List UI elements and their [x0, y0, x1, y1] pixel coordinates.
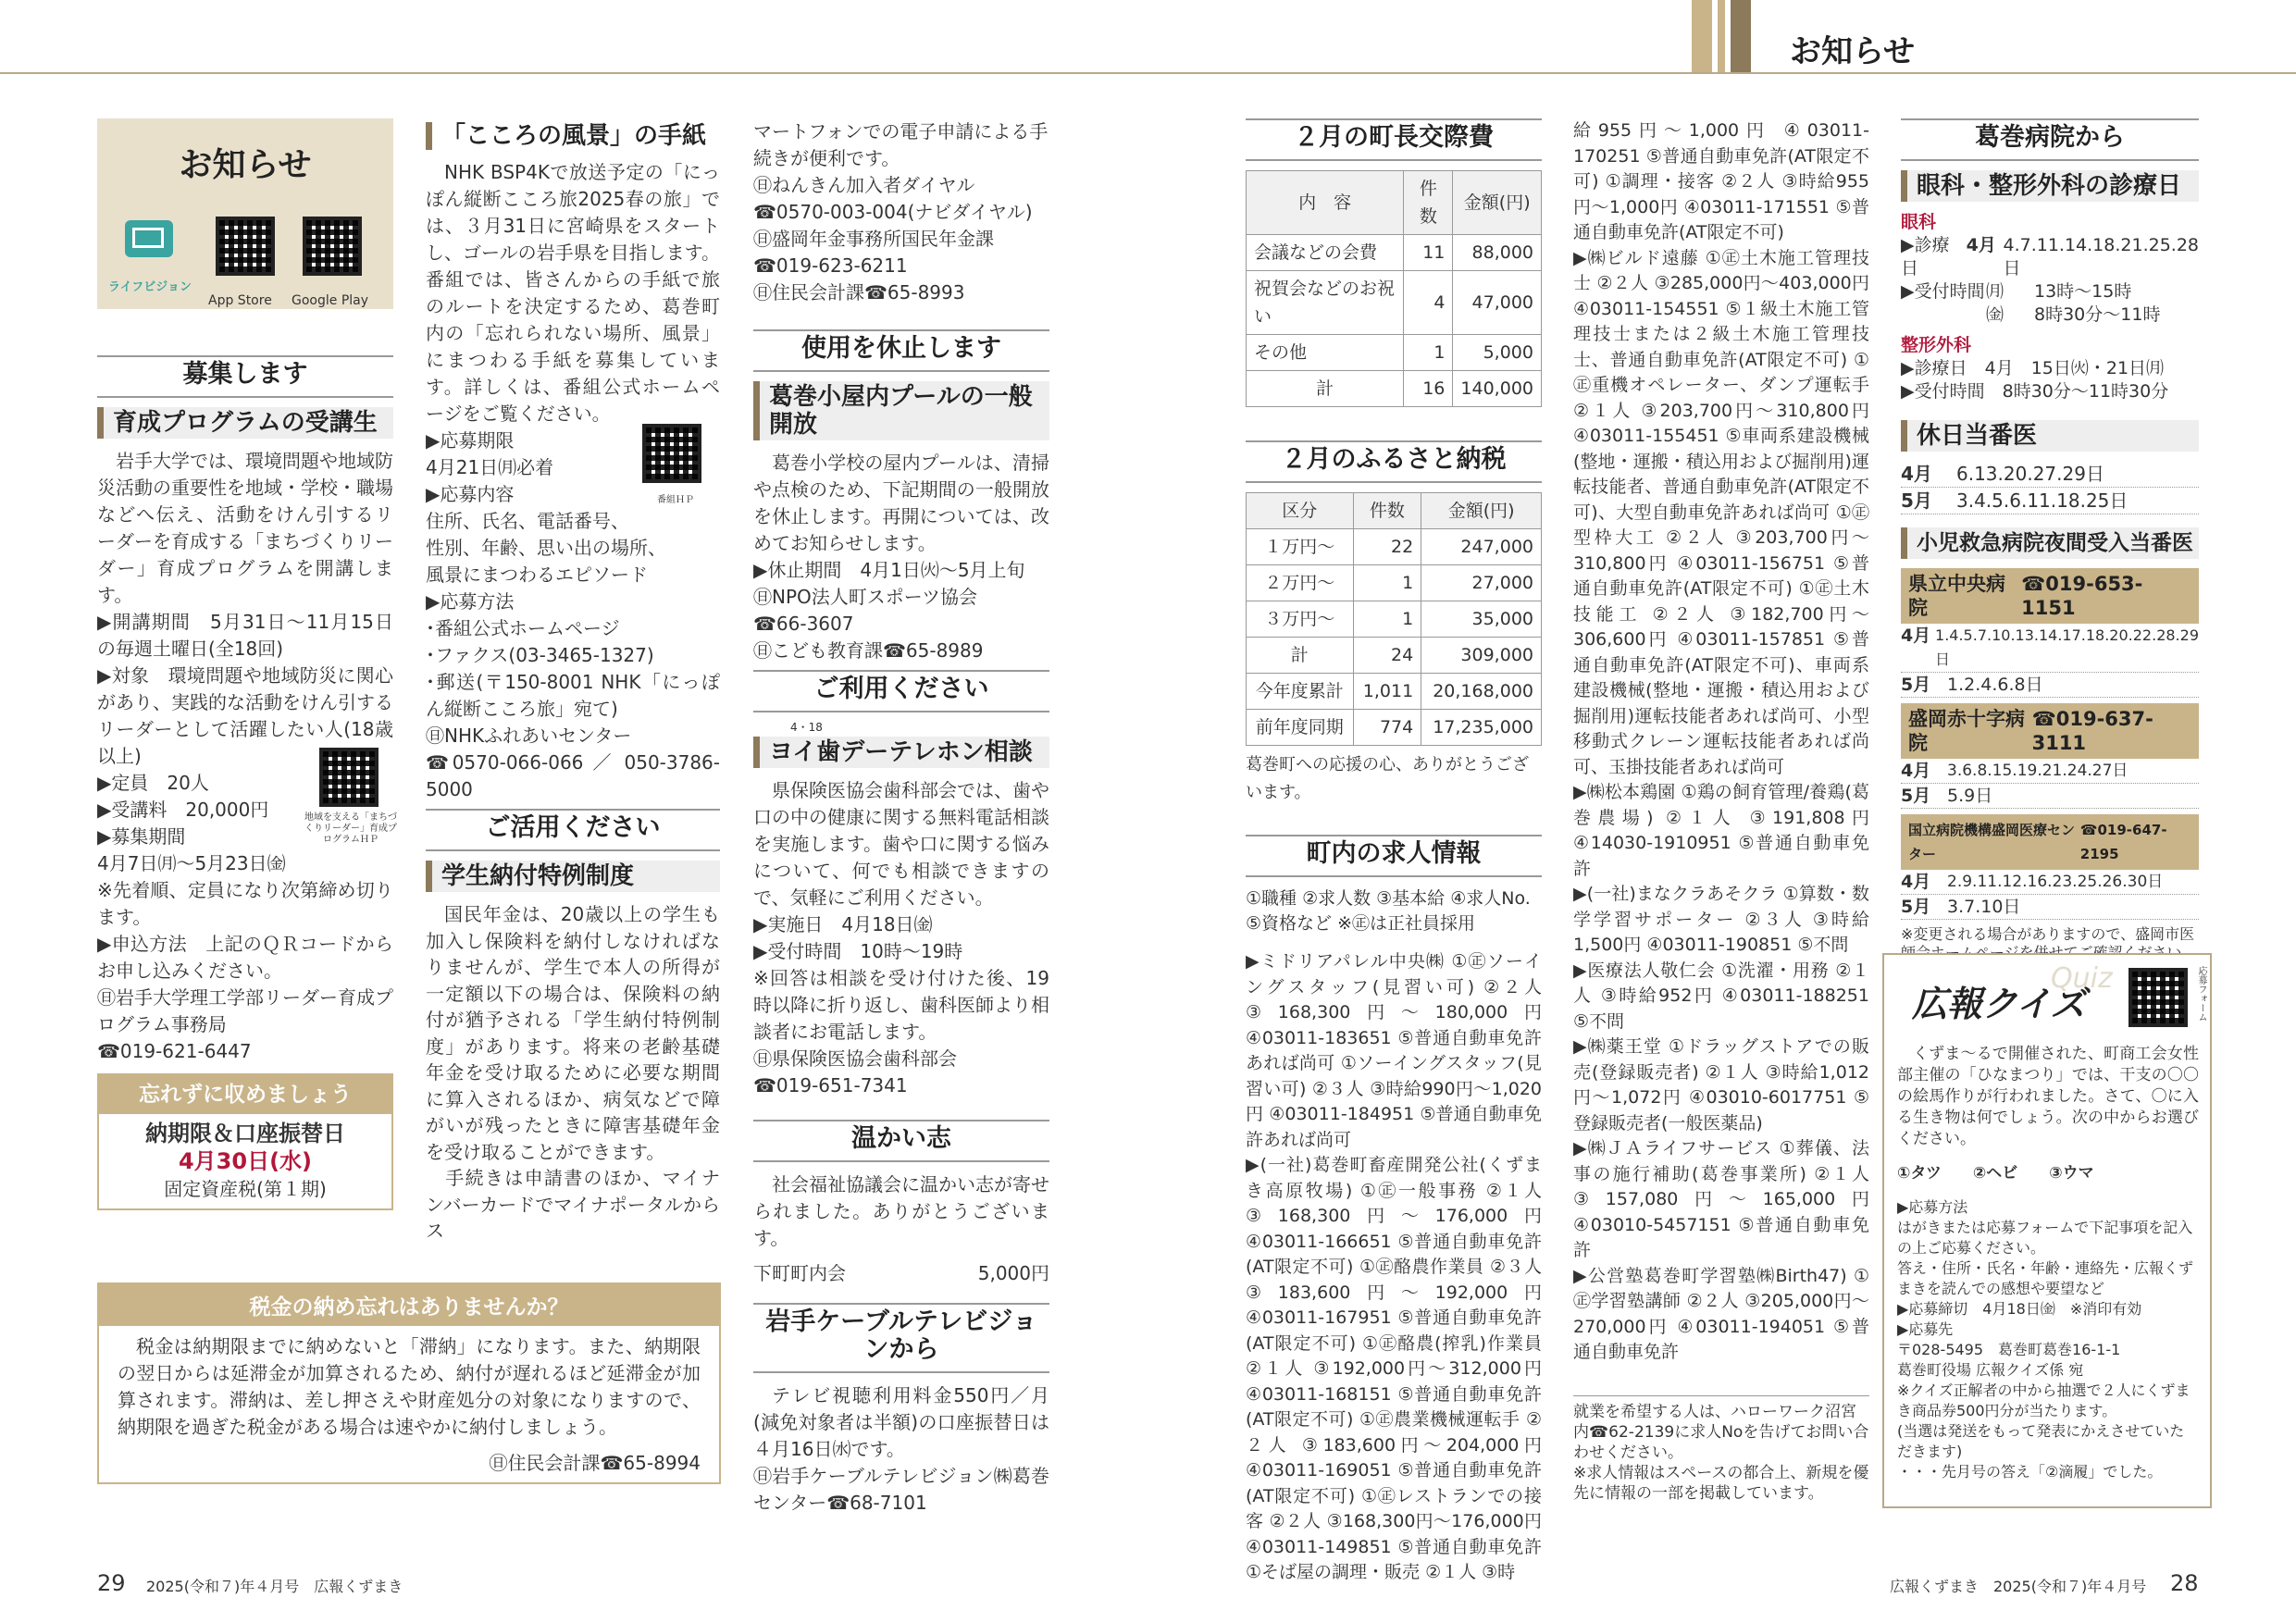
- subsection-heading: 眼科・整形外科の診療日: [1901, 170, 2199, 202]
- qr-code-icon[interactable]: [216, 217, 275, 276]
- col-header: 金額(円): [1421, 493, 1542, 529]
- quiz-form-label: 応募フォーム: [2196, 966, 2206, 1022]
- holiday-list: [1901, 461, 2199, 514]
- col-header: 件数: [1353, 493, 1421, 529]
- table-cell: 4: [1404, 271, 1453, 335]
- subsection-heading: 小児救急病院夜間受入当番医: [1901, 527, 2199, 559]
- time-label: ▶受付時間: [1901, 281, 1985, 302]
- hospital-name: 国立病院機構盛岡医療センター: [1908, 822, 2076, 862]
- hospital-name: 盛岡赤十字病院: [1908, 708, 2025, 754]
- month-label: 5月: [1901, 489, 1932, 512]
- page-number-left: 29: [97, 1570, 126, 1596]
- section-heading: 町内の求人情報: [1246, 835, 1542, 877]
- holiday-days: 3.4.5.6.11.18.25日: [1956, 489, 2128, 512]
- qr-caption: 地域を支える「まちづくりリーダー」育成プログラムＨＰ: [304, 812, 397, 845]
- reminder-box: [97, 1073, 393, 1210]
- table-row: [1247, 674, 1542, 710]
- month-label: 4月: [1966, 235, 1996, 255]
- subsection-heading: 休日当番医: [1901, 420, 2199, 452]
- table-cell: 774: [1353, 710, 1421, 746]
- table-cell: 前年度同期: [1247, 710, 1354, 746]
- tax-heading: 税金の納め忘れはありませんか？: [99, 1284, 719, 1326]
- pediatric-days: 2.9.11.12.16.23.25.26.30日: [1947, 873, 2164, 891]
- col-header: 区分: [1247, 493, 1354, 529]
- ruby-text: 4・18: [790, 721, 823, 734]
- table-cell: 1: [1353, 601, 1421, 638]
- table-cell: 今年度累計: [1247, 674, 1354, 710]
- page-number-right: 28: [2170, 1570, 2199, 1596]
- footer-left-text: 2025(令和７)年４月号 広報くずまき: [146, 1578, 403, 1595]
- quiz-instructions: ▶応募方法 はがきまたは応募フォームで下記事項を記入の上ご応募ください。 答え・住所・氏名・年齢・連絡先・広報くずまきを読んでの感想や要望など ▶応募締切 4月18日㈮ ※消印有効 ▶応募先 〒028-5495 葛巻町葛巻16-1-1 葛巻町役場 広報クイズ係 宛 ※クイズ正解者の中から抽選で２人にくずまき商品券500円分が当たります。 (当選は発送をもって発表にかえさせていただきます) ・・・先月号の答え「②滴履」でした。: [1897, 1198, 2194, 1481]
- table-cell: 27,000: [1421, 565, 1542, 601]
- table-cell: 計: [1247, 371, 1404, 407]
- column-5: [1573, 118, 1869, 1503]
- qr-code-icon[interactable]: [2128, 968, 2188, 1027]
- ganka-days: 4.7.11.14.18.21.25.28日: [2003, 235, 2199, 279]
- furusato-note: 葛巻町への応援の心、ありがとうございます。: [1246, 755, 1529, 802]
- month-label: 4月: [1901, 761, 1931, 781]
- reminder-heading: 忘れずに収めましょう: [99, 1075, 391, 1114]
- section-heading: ２月の町長交際費: [1246, 118, 1542, 161]
- ganka-label: 眼科: [1901, 212, 1937, 232]
- kyujin-legend: ①職種 ②求人数 ③基本給 ④求人No. ⑤資格など ※㊣は正社員採用: [1246, 888, 1531, 934]
- table-cell: その他: [1247, 335, 1404, 371]
- table-cell: 11: [1404, 235, 1453, 271]
- googleplay-label: Google Play: [292, 293, 369, 308]
- qr-caption: 番組ＨＰ: [657, 495, 694, 505]
- table-cell: １万円～: [1247, 529, 1354, 565]
- hospital-tel: ☎019-637-3111: [2031, 708, 2153, 754]
- tax-text: 税金は納期限までに納めないと「滞納」になります。また、納期限の翌日からは延滞金が加算されるため、納付が遅れるほど延滞金が加算されます。滞納は、差し押さえや財産処分の対象になりますので、納期限を過ぎた税金がある場合は速やかに納付しましょう。: [118, 1335, 701, 1438]
- month-label: 4月: [1901, 463, 1932, 485]
- section-heading: 岩手ケーブルテレビジョンから: [753, 1303, 1049, 1373]
- seikei-time: ▶受付時間 8時30分～11時30分: [1901, 381, 2169, 402]
- table-cell: 88,000: [1453, 235, 1542, 271]
- table-row: [1247, 235, 1542, 271]
- hospital-schedule: [1901, 211, 2199, 403]
- kyujin-text-1: ▶ミドリアパレル中央㈱ ①㊣ソーイングスタッフ(見習い可) ②２人 ③168,300円～180,000円 ④03011-183651 ⑤普通自動車免許あれば尚可 ①ソーイングスタッフ(見習い可) ②３人 ③時給990円～1,020円 ④03011-184951 ⑤普通自動車免許あれば尚可 ▶(一社)葛巻町畜産開発公社(くずまき高原牧場) ①㊣一般事務 ②１人 ③168,300円～176,000円 ④03011-166651 ⑤普通自動車免許(AT限定不可) ①㊣酪農作業員 ②３人 ③183,600円～192,000円 ④03011-167951 ⑤普通自動車免許(AT限定不可) ①㊣酪農(搾乳)作業員 ②１人 ③192,000円～312,000円 ④03011-168151 ⑤普通自動車免許(AT限定不可) ①㊣農業機械運転手 ②２人 ③183,600円～204,000円 ④03011-169051 ⑤普通自動車免許(AT限定不可) ①㊣レストランでの接客 ②２人 ③168,300円～176,000円 ④03011-149851 ⑤普通自動車免許 ①そば屋の調理・販売 ②１人 ③時: [1246, 951, 1542, 1582]
- expense-table: [1246, 170, 1542, 407]
- table-row: [1247, 335, 1542, 371]
- table-cell: 22: [1353, 529, 1421, 565]
- section-heading: 使用を休止します: [753, 329, 1049, 372]
- quiz-body: [1897, 1044, 2199, 1482]
- pediatric-days: 3.7.10日: [1947, 897, 2021, 917]
- quiz-box: [1882, 953, 2212, 1508]
- qr-code-icon[interactable]: [642, 424, 701, 483]
- header-tab-stripe: [1718, 0, 1725, 72]
- quiz-question: くずま～るで開催された、町商工会女性部主催の「ひなまつり」では、干支の〇〇の絵馬作りが行われました。さて、〇に入る生き物は何でしょう。次の中からお選びください。: [1897, 1045, 2199, 1148]
- boshu-text: 岩手大学では、環境問題や地域防災活動の重要性を地域・学校・職場などへ伝え、活動をけん引するリーダーを育成する「まちづくりリーダー」育成プログラムを開講します。 ▶開講期間 5月31日～11月15日の毎週土曜日(全18回) ▶対象 環境問題や地域防災に関心があり、実践的な活動をけん引するリーダーとして活躍したい人(18歳以上) ▶定員 20人 ▶受講料 20,000円 ▶募集期間 4月7日㈪～5月23日㈮ ※先着順、定員になり次第締め切ります。 ▶申込方法 上記のＱＲコードからお申し込みください。 ㊐岩手大学理工学部リーダー育成プログラム事務局 ☎019-621-6447: [97, 450, 393, 1062]
- time-value: 8時30分～11時: [2034, 304, 2161, 325]
- reminder-line: 納期限＆口座振替日: [145, 1121, 345, 1146]
- table-row: [1247, 565, 1542, 601]
- subsection-heading: 葛巻小屋内プールの一般開放: [753, 381, 1049, 440]
- month-label: 5月: [1901, 675, 1931, 695]
- quiz-choices: ①タツ ②ヘビ ③ウマ: [1897, 1164, 2094, 1183]
- furusato-table: [1246, 492, 1542, 746]
- kyujin-note: 就業を希望する人は、ハローワーク沼宮内☎62-2139に求人Noを告げてお問い合わせください。 ※求人情報はスペースの都合上、新規を優先に情報の一部を掲載しています。: [1573, 1395, 1869, 1504]
- table-cell: 20,168,000: [1421, 674, 1542, 710]
- month-label: 5月: [1901, 786, 1931, 806]
- hospital-name: 県立中央病院: [1908, 573, 2005, 619]
- atatakai-text: 社会福祉協議会に温かい志が寄せられました。ありがとうございます。: [753, 1173, 1049, 1249]
- column-4: [1246, 118, 1542, 1586]
- pension-contact: マートフォンでの電子申請による手続きが便利です。 ㊐ねんきん加入者ダイヤル ☎0570-003-004(ナビダイヤル) ㊐盛岡年金事務所国民年金課 ☎019-623-6211 ㊐住民会計課☎65-8993: [753, 120, 1049, 304]
- section-heading: ご活用ください: [426, 809, 720, 851]
- donation-row: [753, 1259, 1049, 1287]
- table-cell: 140,000: [1453, 371, 1542, 407]
- table-cell: 祝賀会などのお祝い: [1247, 271, 1404, 335]
- section-heading: ご利用ください: [753, 670, 1049, 712]
- table-cell: 47,000: [1453, 271, 1542, 335]
- table-row: [1247, 271, 1542, 335]
- table-cell: 会議などの会費: [1247, 235, 1404, 271]
- donor-name: 下町町内会: [753, 1262, 846, 1284]
- table-row: [1247, 710, 1542, 746]
- table-cell: 309,000: [1421, 638, 1542, 674]
- table-cell: 17,235,000: [1421, 710, 1542, 746]
- pediatric-days: 1.2.4.6.8日: [1947, 675, 2043, 695]
- appstore-label: App Store: [208, 293, 272, 308]
- riyou-text: 県保険医協会歯科部会では、歯や口の中の健康に関する無料電話相談を実施します。歯や口に関する悩みについて、何でも相談できますので、気軽にご利用ください。 ▶実施日 4月18日㈮ ▶受付時間 10時～19時 ※回答は相談を受け付けた後、19時以降に折り返し、歯科医師より相談者にお電話します。 ㊐県保険医協会歯科部会 ☎019-651-7341: [753, 779, 1049, 1096]
- tax-box: [97, 1282, 721, 1484]
- hospital-tel: ☎019-647-2195: [2079, 822, 2167, 862]
- table-cell: 1: [1404, 335, 1453, 371]
- column-2: [426, 118, 720, 1242]
- quiz-watermark: Quiz: [2051, 962, 2113, 995]
- info-box-title: お知らせ: [179, 146, 312, 184]
- page-title: お知らせ: [1790, 33, 1915, 70]
- info-box: [97, 118, 393, 309]
- reminder-date: 4月30日(水): [178, 1148, 313, 1174]
- table-cell: 35,000: [1421, 601, 1542, 638]
- month-label: 5月: [1901, 897, 1931, 917]
- kyushi-text: 葛巻小学校の屋内プールは、清掃や点検のため、下記期間の一般開放を休止します。再開については、改めてお知らせします。 ▶休止期間 4月1日㈫～5月上旬 ㊐NPO法人町スポーツ協会 ☎66-3607 ㊐こども教育課☎65-8989: [753, 452, 1049, 662]
- seikei-label: 整形外科: [1901, 335, 1972, 355]
- time-value: 13時～15時: [2034, 281, 2132, 302]
- section-heading: 温かい志: [753, 1120, 1049, 1162]
- table-cell: 1,011: [1353, 674, 1421, 710]
- subsection-heading: ヨイ歯デーテレホン相談: [753, 737, 1049, 768]
- qr-code-icon[interactable]: [319, 748, 379, 807]
- katsuyo-text: 国民年金は、20歳以上の学生も加入し保険料を納付しなければなりませんが、学生で本人の所得が一定額以下の場合は、保険料の納付が猶予される「学生納付特例制度」があります。将来の老齢基礎年金を受け取るために必要な期間に算入されるほか、病気などで障がいが残ったときに障害基礎年金を受け取ることができます。 手続きは申請書のほか、マイナンバーカードでマイナポータルからス: [426, 903, 720, 1242]
- table-row: [1247, 601, 1542, 638]
- month-label: 4月: [1901, 872, 1931, 892]
- footer-right-text: 広報くずまき 2025(令和７)年４月号: [1890, 1578, 2147, 1595]
- subsection-heading: 育成プログラムの受講生: [97, 407, 393, 439]
- kokoro-text: NHK BSP4Kで放送予定の「にっぽん縦断こころ旅2025春の旅」では、３月31日に宮崎県をスタートし、ゴールの岩手県を目指します。番組では、皆さんからの手紙で旅のルートを決定するため、葛巻町内の「忘れられない場所、風景」にまつわる手紙を募集しています。詳しくは、番組公式ホームページをご覧ください。 ▶応募期限 4月21日㈪必着 ▶応募内容 住所、氏名、電話番号、 性別、年齢、思い出の場所、 風景にまつわるエピソード ▶応募方法 ･番組公式ホームページ ･ファクス(03-3465-1327) ･郵送(〒150-8001 NHK「にっぽん縦断こころ旅」宛て) ㊐NHKふれあいセンター ☎0570-066-066 ／ 050-3786-5000: [426, 161, 720, 800]
- column-1: [97, 118, 397, 1200]
- quiz-title: 広報クイズ: [1912, 984, 2086, 1024]
- header-rule: [0, 72, 2296, 74]
- table-row: [1247, 529, 1542, 565]
- holiday-days: 6.13.20.27.29日: [1956, 463, 2104, 485]
- subsection-heading: 学生納付特例制度: [426, 861, 720, 892]
- pediatric-days: 5.9日: [1947, 786, 1993, 806]
- lifevision-label: ライフビジョン: [108, 280, 192, 294]
- pediatric-list: [1901, 568, 2199, 962]
- subsection-heading: 「こころの風景」の手紙: [426, 122, 720, 150]
- section-heading: 募集します: [97, 355, 393, 398]
- qr-code-icon[interactable]: [303, 217, 362, 276]
- kyujin-text-2: 給955円～1,000円 ④03011-170251 ⑤普通自動車免許(AT限定不可) ①調理・接客 ②２人 ③時給955円～1,000円 ④03011-171551 ⑤普通自動車免許(AT限定不可) ▶㈱ビルド遠藤 ①㊣土木施工管理技士 ②２人 ③285,000円～403,000円 ④03011-154551 ⑤１級土木施工管理技士または２級土木施工管理技士、普通自動車免許(AT限定不可) ①㊣重機オペレーター、ダンプ運転手 ②１人 ③203,700円～310,800円 ④03011-155451 ⑤車両系建設機械(整地・運搬・積込用および掘削用)運転技能者、普通自動車免許(AT限定不可)、大型自動車免許あれば尚可 ①㊣型枠大工 ②２人 ③203,700円～310,800円 ④03011-156751 ⑤普通自動車免許(AT限定不可) ①㊣土木技能工 ②２人 ③182,700円～306,600円 ④03011-157851 ⑤普通自動車免許(AT限定不可)、車両系建設機械(整地・運搬・積込用および掘削用)運転技能者あれば尚可、小型移動式クレーン運転技能者あれば尚可、玉掛技能者あれば尚可 ▶㈱松本鶏園 ①鶏の飼育管理/養鶏(葛巻農場) ②１人 ③191,808円 ④14030-1910951 ⑤普通自動車免許 ▶(一社)まなクラあそクラ ①算数・数学学習サポーター ②３人 ③時給1,500円 ④03011-190851 ⑤不問 ▶医療法人敬仁会 ①洗濯・用務 ②１人 ③時給952円 ④03011-188251 ⑤不問 ▶㈱薬王堂 ①ドラッグストアでの販売(登録販売者) ②１人 ③時給1,012円～1,072円 ④03010-6017751 ⑤登録販売者(一般医薬品) ▶㈱ＪＡライフサービス ①葬儀、法事の施行補助(葛巻事業所) ②１人 ③157,080円～165,000円 ④03010-5457151 ⑤普通自動車免許 ▶公営塾葛巻町学習塾㈱Birth47) ①㊣学習塾講師 ②２人 ③205,000円～270,000円 ④03011-194051 ⑤普通自動車免許: [1573, 120, 1869, 1362]
- col-header: 金額(円): [1453, 171, 1542, 235]
- section-heading: ２月のふるさと納税: [1246, 440, 1542, 483]
- hospital-tel: ☎019-653-1151: [2021, 573, 2143, 619]
- table-cell: 計: [1247, 638, 1354, 674]
- table-cell: 16: [1404, 371, 1453, 407]
- table-cell: 5,000: [1453, 335, 1542, 371]
- column-3: [753, 118, 1049, 1514]
- pediatric-days: 3.6.8.15.19.21.24.27日: [1947, 762, 2128, 780]
- month-label: 4月: [1901, 626, 1931, 646]
- reminder-tax: 固定資産税(第１期): [164, 1178, 327, 1200]
- cable-text: テレビ視聴利用料金550円／月(減免対象者は半額)の口座振替日は４月16日㈬です。 ㊐岩手ケーブルテレビジョン㈱葛巻センター☎68-7101: [753, 1384, 1049, 1514]
- weekday-label: ㈮: [1986, 304, 2004, 325]
- col-header: 件数: [1404, 171, 1453, 235]
- pediatric-note: ※変更される場合がありますので、盛岡市医: [1901, 925, 2195, 943]
- day-label: ▶診療日: [1901, 235, 1950, 279]
- weekday-label: ㈪: [1986, 281, 2004, 302]
- header-tab-stripe: [1692, 0, 1712, 72]
- section-heading: 葛巻病院から: [1901, 118, 2199, 161]
- table-cell: 24: [1353, 638, 1421, 674]
- column-6: [1901, 118, 2199, 962]
- donation-amount: 5,000円: [977, 1262, 1049, 1284]
- tax-contact: ㊐住民会計課☎65-8994: [489, 1452, 701, 1474]
- seikei-day: ▶診療日 4月 15日㈫・21日㈪: [1901, 358, 2165, 378]
- table-cell: ３万円～: [1247, 601, 1354, 638]
- pediatric-days: 1.4.5.7.10.13.14.17.18.20.22.28.29日: [1935, 626, 2199, 668]
- table-cell: ２万円～: [1247, 565, 1354, 601]
- table-cell: 1: [1353, 565, 1421, 601]
- mail-icon: [125, 220, 173, 257]
- table-cell: 247,000: [1421, 529, 1542, 565]
- table-row: [1247, 371, 1542, 407]
- header-tab-stripe: [1731, 0, 1751, 72]
- table-row: [1247, 638, 1542, 674]
- col-header: 内 容: [1247, 171, 1404, 235]
